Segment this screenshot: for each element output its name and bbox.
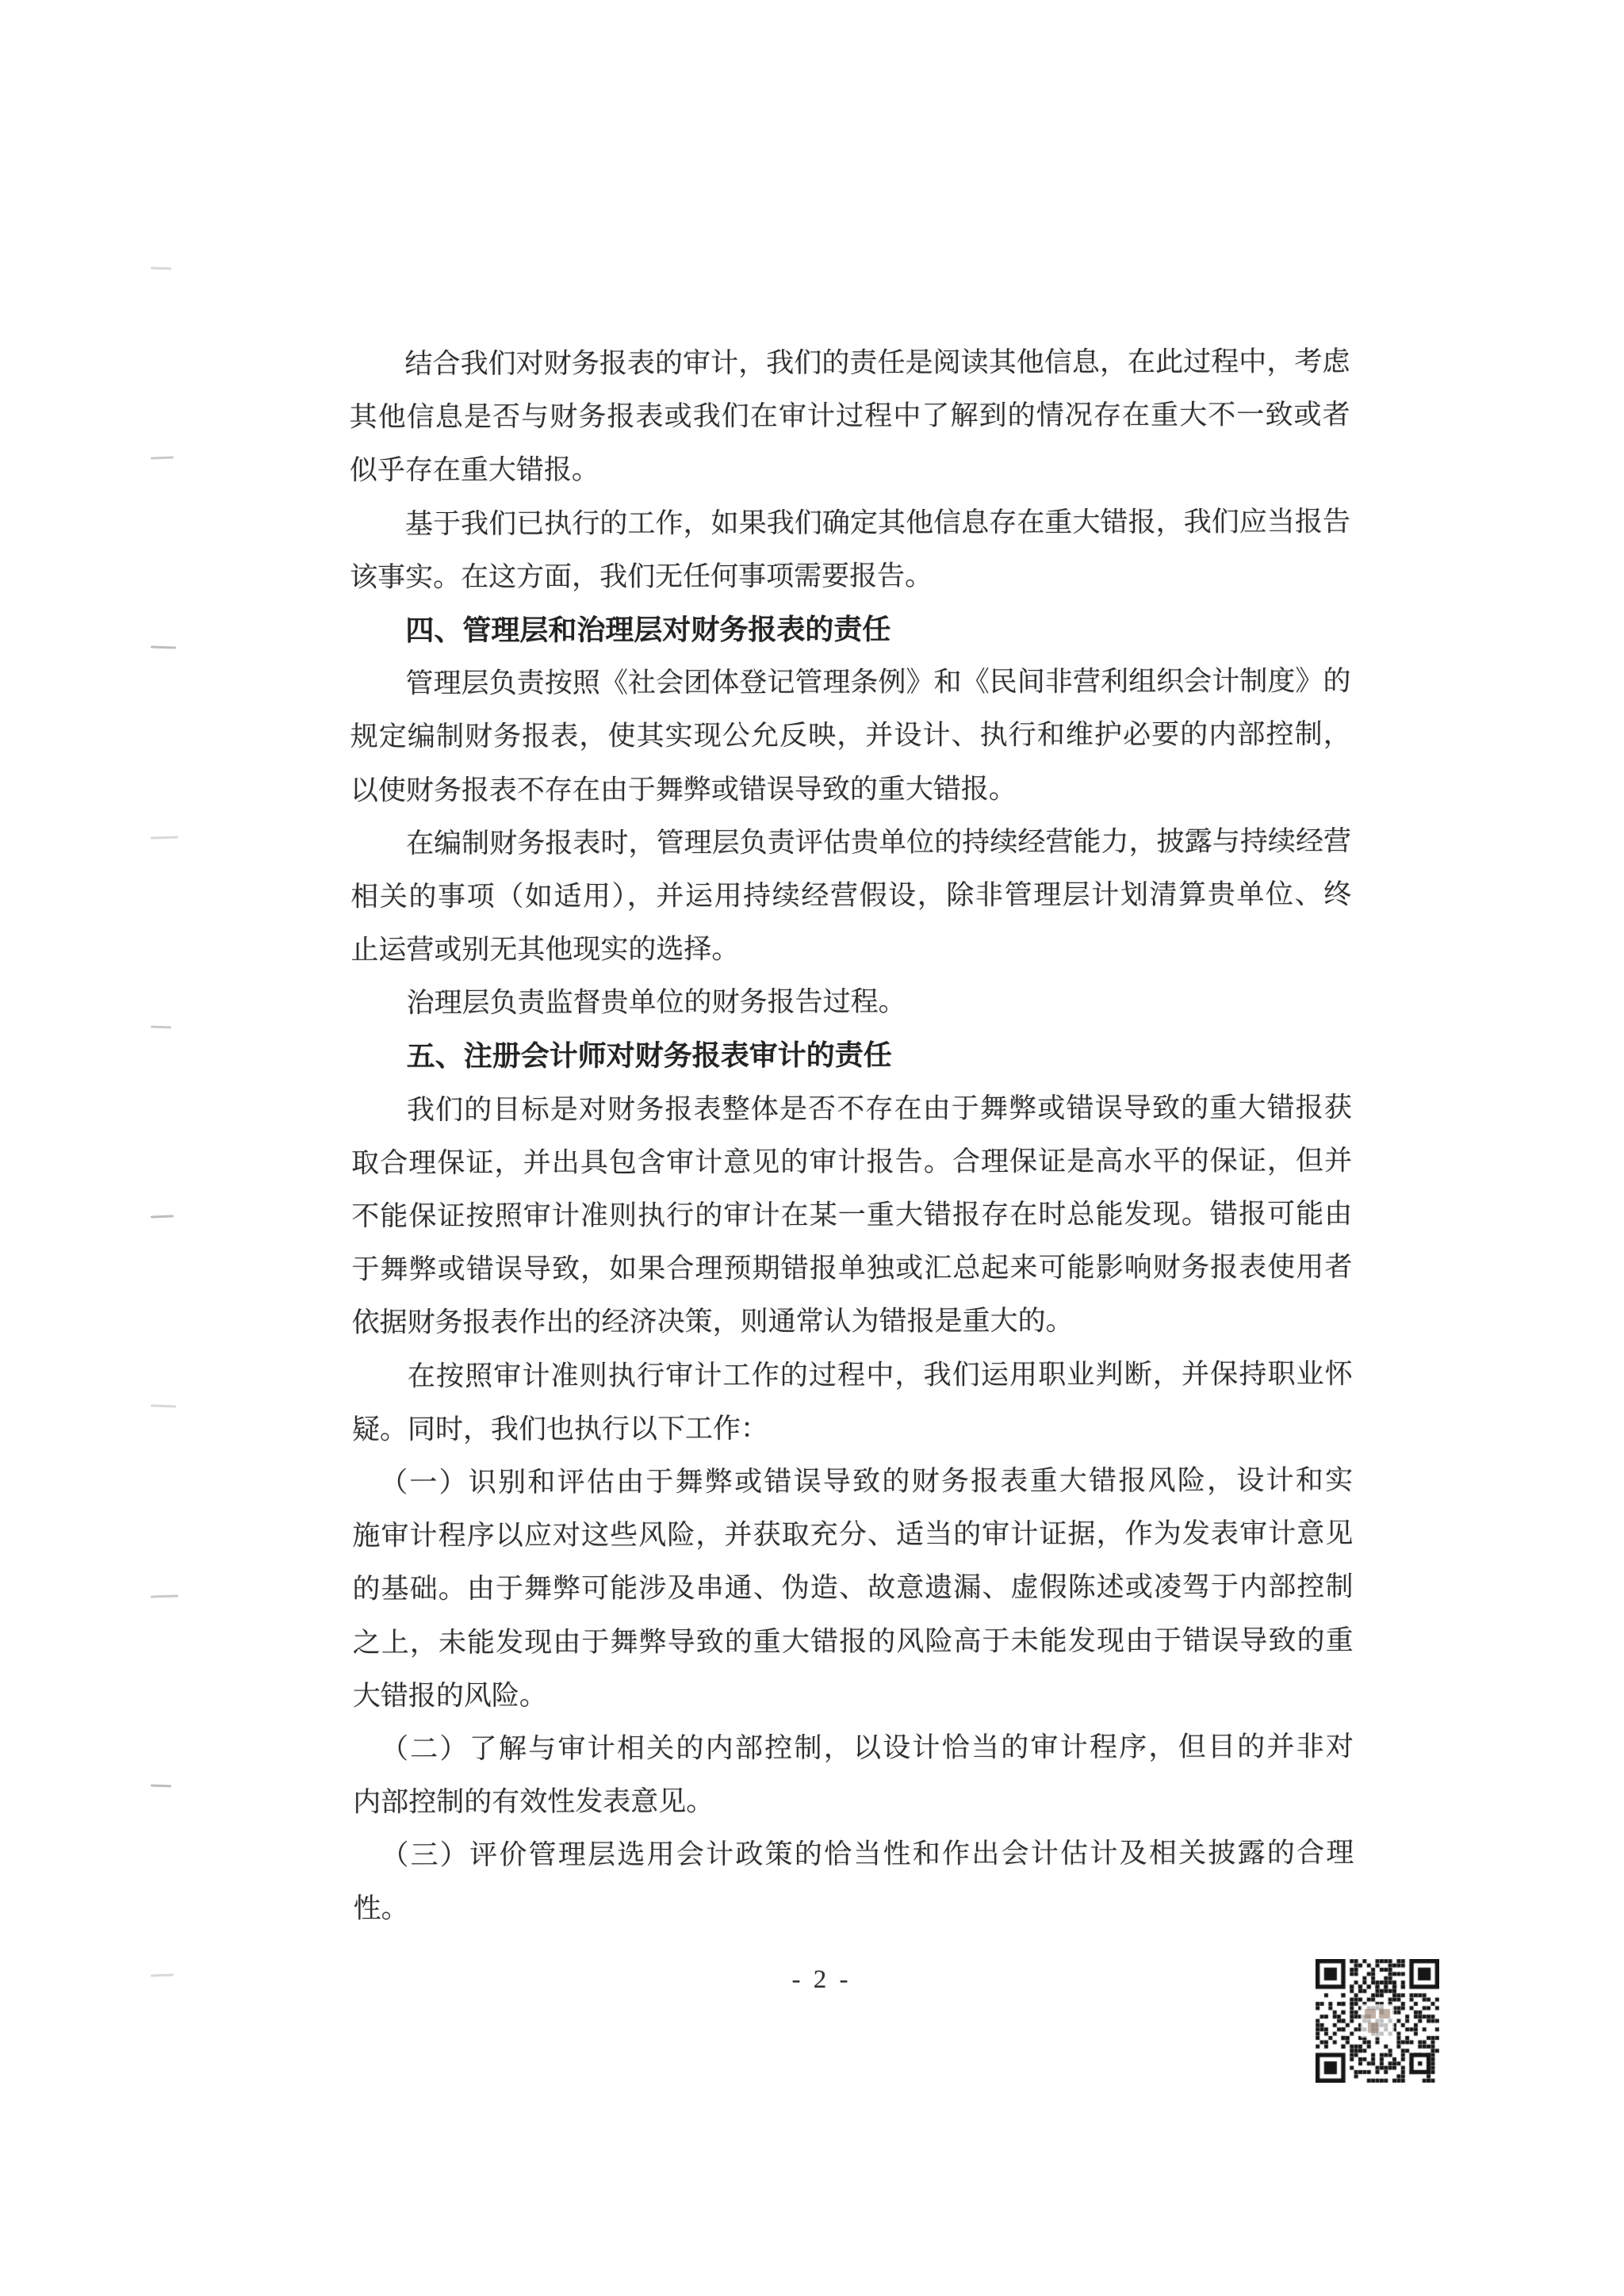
section-heading-line: 四、管理层和治理层对财务报表的责任 bbox=[405, 612, 891, 647]
text-line: （一）识别和评估由于舞弊或错误导致的财务报表重大错报风险，设计和实 bbox=[380, 1464, 1354, 1498]
text-line: 于舞弊或错误导致，如果合理预期错报单独或汇总起来可能影响财务报表使用者 bbox=[351, 1251, 1353, 1285]
text-line: 该事实。在这方面，我们无任何事项需要报告。 bbox=[350, 560, 933, 593]
text-line: 其他信息是否与财务报表或我们在审计过程中了解到的情况存在重大不一致或者 bbox=[349, 399, 1350, 433]
binding-mark bbox=[151, 1594, 178, 1598]
binding-mark bbox=[151, 836, 178, 839]
text-line: 大错报的风险。 bbox=[352, 1679, 547, 1712]
text-line: 依据财务报表作出的经济决策，则通常认为错报是重大的。 bbox=[351, 1305, 1074, 1339]
text-line: 施审计程序以应对这些风险，并获取充分、适当的审计证据，作为发表审计意见 bbox=[352, 1517, 1354, 1552]
page-number: - 2 - bbox=[791, 1965, 852, 1994]
document-body bbox=[349, 335, 1354, 1935]
text-line: 治理层负责监督贵单位的财务报告过程。 bbox=[406, 986, 906, 1019]
text-line: 内部控制的有效性发表意见。 bbox=[353, 1785, 714, 1818]
text-line: 疑。同时，我们也执行以下工作： bbox=[351, 1413, 769, 1445]
text-line: 我们的目标是对财务报表整体是否不存在由于舞弊或错误导致的重大错报获 bbox=[406, 1091, 1352, 1126]
binding-mark bbox=[151, 1404, 176, 1407]
binding-mark bbox=[151, 267, 171, 270]
text-line: 似乎存在重大错报。 bbox=[349, 454, 599, 487]
text-line: 在按照审计准则执行审计工作的过程中，我们运用职业判断，并保持职业怀 bbox=[407, 1357, 1353, 1392]
text-line: 规定编制财务报表，使其实现公允反映，并设计、执行和维护必要的内部控制， bbox=[350, 718, 1351, 752]
text-line: 以使财务报表不存在由于舞弊或错误导致的重大错报。 bbox=[350, 772, 1017, 806]
text-line: 性。 bbox=[353, 1892, 409, 1925]
text-line: 基于我们已执行的工作，如果我们确定其他信息存在重大错报，我们应当报告 bbox=[404, 505, 1351, 540]
text-line: 之上，未能发现由于舞弊导致的重大错报的风险高于未能发现由于错误导致的重 bbox=[352, 1624, 1354, 1659]
text-line: 止运营或别无其他现实的选择。 bbox=[350, 933, 740, 966]
text-line: 结合我们对财务报表的审计，我们的责任是阅读其他信息，在此过程中，考虑 bbox=[404, 346, 1350, 380]
text-line: 不能保证按照审计准则执行的审计在某一重大错报存在时总能发现。错报可能由 bbox=[351, 1198, 1353, 1232]
binding-mark bbox=[151, 456, 174, 459]
text-line: （三）评价管理层选用会计政策的恰当性和作出会计估计及相关披露的合理 bbox=[381, 1837, 1354, 1871]
text-line: 相关的事项（如适用），并运用持续经营假设，除非管理层计划清算贵单位、终 bbox=[350, 878, 1352, 913]
section-heading-line: 五、注册会计师对财务报表审计的责任 bbox=[406, 1039, 892, 1073]
binding-mark bbox=[151, 1973, 174, 1976]
binding-mark bbox=[151, 645, 176, 649]
text-line: 取合理保证，并出具包含审计意见的审计报告。合理保证是高水平的保证，但并 bbox=[351, 1145, 1353, 1179]
text-line: （二）了解与审计相关的内部控制，以设计恰当的审计程序，但目的并非对 bbox=[380, 1731, 1354, 1765]
qr-code-icon bbox=[1316, 1959, 1439, 2083]
binding-mark bbox=[151, 1026, 171, 1029]
text-line: 的基础。由于舞弊可能涉及串通、伪造、故意遗漏、虚假陈述或凌驾于内部控制 bbox=[352, 1571, 1354, 1605]
binding-mark bbox=[151, 1785, 171, 1788]
text-line: 管理层负责按照《社会团体登记管理条例》和《民间非营利组织会计制度》的 bbox=[405, 665, 1351, 699]
binding-mark bbox=[151, 1215, 174, 1218]
text-line: 在编制财务报表时，管理层负责评估贵单位的持续经营能力，披露与持续经营 bbox=[405, 825, 1352, 859]
